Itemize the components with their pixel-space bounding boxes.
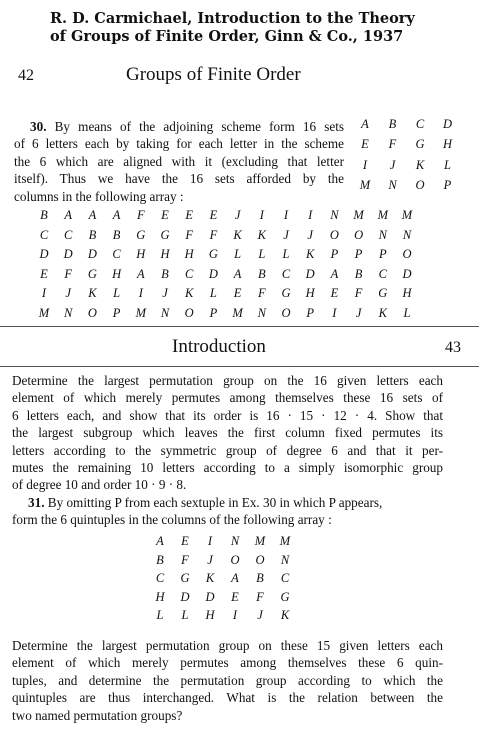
array6-letter: G — [180, 571, 190, 586]
page-divider — [0, 326, 479, 327]
array6-letter: E — [231, 589, 239, 604]
array16-letter: B — [88, 227, 97, 242]
array6-letter: B — [256, 571, 264, 586]
array16-letter: G — [87, 266, 97, 281]
scheme-letter: J — [389, 157, 396, 172]
exercise-31-label: 31. — [28, 495, 45, 510]
page-header-42 — [18, 64, 461, 86]
array6-letter: F — [256, 589, 264, 604]
array16-letter: K — [378, 305, 387, 320]
array16-letter: B — [40, 208, 48, 222]
array16-letter: H — [112, 266, 122, 281]
scheme-letter: L — [444, 157, 451, 172]
scheme-letter: E — [361, 137, 369, 152]
exercise-30-line: itself). Thus we have the 16 sets afforded by the — [14, 171, 344, 187]
array16-letter: B — [112, 227, 121, 242]
array6-letter: A — [156, 534, 164, 548]
array16-letter: N — [160, 305, 170, 320]
array16-letter: P — [378, 247, 387, 261]
array16-letter: G — [136, 227, 146, 242]
array16-letter: M — [38, 305, 50, 320]
array16-letter: A — [233, 266, 242, 281]
array16-letter: D — [402, 266, 412, 281]
paragraph-line: of degree 10 and order 10 · 9 · 8. — [12, 477, 187, 493]
scheme-letter: D — [442, 117, 453, 131]
array16-letter: P — [112, 305, 121, 320]
array16-letter: M — [401, 208, 413, 222]
exercise-30-line: the 6 which are aligned with it (excluding that letter — [14, 153, 344, 169]
scheme-row — [354, 137, 464, 157]
array16-letter: I — [283, 208, 289, 222]
paragraph-line: element of which merely permutes among themselves these 6 quin- — [12, 655, 443, 671]
array16-letter: N — [330, 208, 339, 222]
array16-letter: J — [162, 286, 168, 300]
array6-row — [150, 590, 310, 609]
array16-row — [34, 267, 434, 287]
array16-letter: N — [64, 305, 73, 320]
array16-letter: D — [63, 247, 73, 261]
paragraph-line: letters according to the symmetric group of degree 6 and that it per- — [12, 442, 443, 458]
array6-letter: I — [207, 534, 213, 548]
array6-letter: O — [255, 552, 265, 567]
array16-letter: D — [305, 266, 315, 281]
array16-letter: G — [281, 286, 291, 300]
array6-letter: A — [231, 571, 239, 586]
array6-letter: J — [207, 552, 213, 567]
array16-row — [34, 208, 434, 228]
array16-letter: E — [40, 266, 48, 281]
array6-letter: H — [155, 589, 165, 604]
exercise-30-line: columns in the following array : — [14, 188, 184, 204]
array16-letter: O — [281, 305, 291, 320]
array16-letter: K — [233, 227, 242, 242]
paragraph-line: mutes the remaining 10 letters according to a simply isomorphic group — [12, 460, 443, 476]
array16-letter: C — [39, 227, 49, 242]
array16-letter: O — [354, 227, 364, 242]
array16-letter: O — [329, 227, 339, 242]
scheme-letter: G — [415, 137, 425, 152]
array16-letter: M — [377, 208, 388, 222]
array6-letter: M — [254, 534, 266, 548]
exercise-31-line: By omitting P from each sextuple in Ex. 30 in which P appears, — [47, 495, 383, 510]
page-header-43 — [18, 336, 461, 358]
array16-letter: C — [378, 266, 387, 281]
array16-letter: J — [283, 227, 289, 242]
array16-letter: H — [184, 247, 194, 261]
array16-letter: C — [112, 247, 121, 261]
array16-letter: D — [87, 247, 97, 261]
letter-scheme — [354, 117, 464, 199]
array16-letter: E — [233, 286, 242, 300]
scheme-letter: B — [388, 117, 397, 131]
scheme-letter: K — [415, 157, 425, 172]
array16-letter: L — [209, 286, 217, 300]
array16-letter: P — [354, 247, 363, 261]
exercise-30-line: of 6 letters each by taking for each letter in the scheme — [14, 136, 344, 152]
running-title: Groups of Finite Order — [126, 64, 301, 85]
array6-letter: K — [280, 608, 290, 623]
array16-letter: M — [232, 305, 243, 320]
array16-letter: E — [209, 208, 218, 222]
array16-letter: K — [257, 227, 266, 242]
array16-letter: H — [136, 247, 146, 261]
array16-letter: P — [306, 305, 314, 320]
scheme-letter: O — [415, 178, 425, 193]
page-number: 42 — [18, 67, 34, 84]
exercise-31-line: form the 6 quintuples in the columns of the following array : — [12, 512, 332, 528]
array16-letter: D — [208, 266, 218, 281]
array16-letter: I — [308, 208, 313, 222]
paragraph-line: tuples, and determine the permutation group according to which the — [12, 672, 443, 688]
array6-letter: L — [156, 608, 164, 623]
paragraph-line: element of which merely permutes among themselves these 16 sets of — [12, 390, 443, 406]
paragraph-line: the largest subgroup which leaves the first column fixed permutes its — [12, 425, 443, 441]
array6-letter: K — [205, 571, 215, 586]
paragraph-line: Determine the largest permutation group on the 16 given letters each — [12, 373, 443, 388]
array16-letter: L — [258, 247, 266, 261]
array16-letter: A — [136, 266, 145, 281]
array16-letter: E — [161, 208, 169, 222]
array16-letter: N — [257, 305, 266, 320]
array16-letter: O — [87, 305, 97, 320]
citation-header — [50, 10, 470, 46]
array6-letter: F — [181, 552, 189, 567]
array6-row — [150, 571, 310, 590]
array16-letter: I — [138, 286, 143, 300]
array16-letter: E — [185, 208, 193, 222]
array16-letter: L — [113, 286, 121, 300]
array6-letter: C — [280, 571, 290, 586]
array16-letter: B — [354, 266, 363, 281]
array16-letter: P — [330, 247, 339, 261]
array6-letter: D — [205, 589, 215, 604]
sixteen-sets-array — [34, 208, 434, 325]
scheme-letter: P — [443, 178, 452, 193]
exercise-30-continuation — [12, 372, 443, 494]
array6-row — [150, 608, 310, 627]
array16-row — [34, 228, 434, 248]
scheme-letter: I — [362, 157, 368, 172]
exercise-31-text — [12, 494, 443, 529]
exercise-30-line: By means of the adjoining scheme form 16 sets — [54, 119, 344, 134]
page-divider — [0, 366, 479, 367]
paragraph-line: 6 letters each, and show that its order is 16 · 15 · 12 · 4. Show that — [12, 407, 443, 423]
scheme-letter: C — [415, 117, 425, 131]
array16-letter: F — [257, 286, 266, 300]
array16-letter: K — [306, 247, 315, 261]
array6-letter: I — [232, 608, 238, 623]
array16-letter: G — [378, 286, 388, 300]
array6-letter: B — [156, 552, 164, 567]
array16-letter: G — [208, 247, 218, 261]
array6-letter: H — [205, 608, 215, 623]
array16-letter: J — [307, 227, 313, 242]
array6-row — [150, 534, 310, 553]
array16-letter: L — [282, 247, 290, 261]
array16-letter: M — [135, 305, 146, 320]
array6-letter: M — [279, 534, 291, 548]
exercise-30-label: 30. — [30, 119, 47, 134]
array6-letter: N — [280, 552, 290, 567]
exercise-31-question — [12, 637, 443, 724]
array16-letter: J — [234, 208, 241, 222]
array6-letter: E — [181, 534, 189, 548]
array16-row — [34, 286, 434, 306]
scheme-letter: M — [359, 178, 371, 193]
array16-letter: A — [112, 208, 121, 222]
array16-letter: F — [209, 227, 218, 242]
array6-letter: G — [280, 589, 290, 604]
array6-letter: O — [230, 552, 240, 567]
array16-letter: N — [378, 227, 387, 242]
array16-letter: I — [41, 286, 47, 300]
array6-letter: J — [257, 608, 263, 623]
array16-letter: P — [209, 305, 218, 320]
exercise-30-text — [14, 118, 344, 205]
array16-letter: A — [64, 208, 72, 222]
array16-letter: A — [330, 266, 339, 281]
scheme-row — [354, 178, 464, 198]
array16-letter: N — [402, 227, 412, 242]
array16-letter: I — [259, 208, 264, 222]
quintuples-array — [150, 534, 310, 627]
array16-letter: I — [332, 305, 337, 320]
array16-letter: J — [355, 305, 362, 320]
array16-letter: H — [305, 286, 315, 300]
array16-letter: F — [354, 286, 363, 300]
array16-letter: O — [402, 247, 412, 261]
scheme-letter: N — [388, 178, 397, 193]
array16-letter: K — [88, 286, 97, 300]
array16-letter: H — [402, 286, 412, 300]
array16-letter: F — [64, 266, 72, 281]
scheme-row — [354, 117, 464, 137]
citation-line-1: R. D. Carmichael, Introduction to the Theory — [50, 10, 415, 27]
array6-letter: D — [180, 589, 190, 604]
array16-letter: G — [160, 227, 170, 242]
page-number: 43 — [445, 339, 461, 356]
array16-letter: C — [64, 227, 73, 242]
array16-letter: H — [160, 247, 170, 261]
array16-letter: K — [185, 286, 194, 300]
array16-letter: C — [281, 266, 291, 281]
array16-letter: L — [234, 247, 242, 261]
array6-letter: L — [181, 608, 189, 623]
array16-letter: F — [136, 208, 145, 222]
array16-letter: D — [39, 247, 49, 261]
array16-letter: J — [65, 286, 71, 300]
array16-row — [34, 306, 434, 326]
paragraph-line: two named permutation groups? — [12, 707, 183, 723]
array6-row — [150, 553, 310, 572]
array16-letter: A — [88, 208, 97, 222]
array6-letter: N — [230, 534, 240, 548]
array16-letter: B — [257, 266, 266, 281]
scheme-letter: A — [361, 117, 369, 131]
array16-letter: B — [161, 266, 169, 281]
array16-letter: C — [185, 266, 194, 281]
paragraph-line: quintuples are thus interchanged. What is the relation between the — [12, 690, 443, 706]
running-title: Introduction — [172, 336, 266, 357]
array16-row — [34, 247, 434, 267]
scheme-row — [354, 158, 464, 178]
array6-letter: C — [155, 571, 165, 586]
array16-letter: O — [184, 305, 194, 320]
array16-letter: E — [330, 286, 339, 300]
array16-letter: M — [353, 208, 364, 222]
paragraph-line: Determine the largest permutation group on these 15 given letters each — [12, 638, 443, 653]
scheme-letter: H — [442, 137, 453, 152]
array16-letter: L — [403, 305, 411, 320]
citation-line-2: of Groups of Finite Order, Ginn & Co., 1937 — [50, 28, 404, 45]
scheme-letter: F — [388, 137, 397, 152]
array16-letter: F — [185, 227, 193, 242]
